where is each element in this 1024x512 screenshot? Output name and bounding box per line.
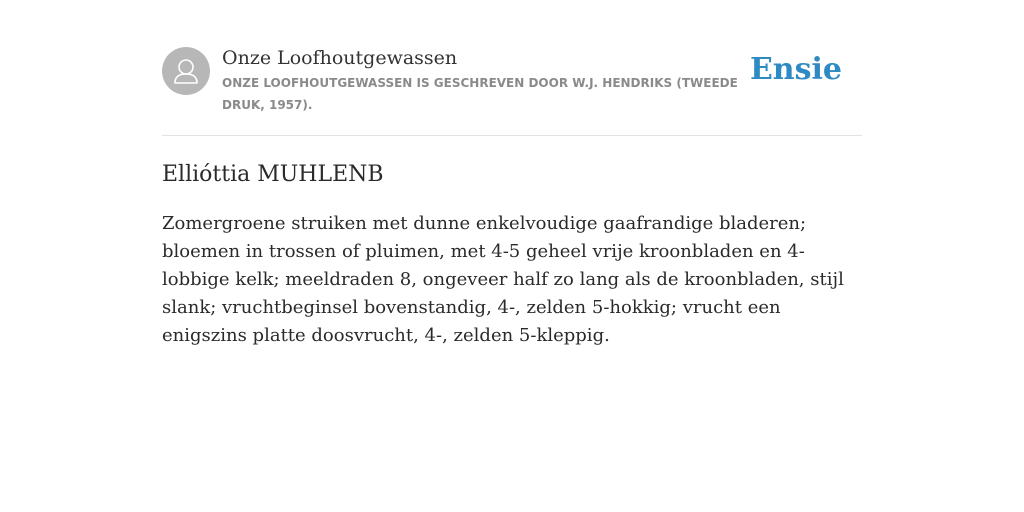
user-silhouette-icon [162,47,210,95]
source-header [162,45,862,136]
brand-logo[interactable]: Ensie [749,52,842,87]
entry-text: Zomergroene struiken met dunne enkelvoudige gaafrandige bladeren; bloemen in trossen of pluimen, met 4-5 geheel vrije kroonbladen en 4-lobbige kelk; meeldraden 8, ongeveer half zo lang als de kroonbladen, stijl slank; vruchtbeginsel bovenstandig, 4-, zelden 5-hokkig; vrucht een enigszins platte doosvrucht, 4-, zelden 5-kleppig. [162,213,844,346]
content-wrapper [162,45,862,350]
source-title[interactable]: Onze Loofhoutgewassen [222,47,458,69]
entry-title: Ellióttia MUHLENB [162,162,384,187]
source-description: ONZE LOOFHOUTGEWASSEN IS GESCHREVEN DOOR W.J. HENDRIKS (TWEEDE DRUK, 1957). [222,76,738,112]
source-avatar[interactable] [162,47,210,95]
